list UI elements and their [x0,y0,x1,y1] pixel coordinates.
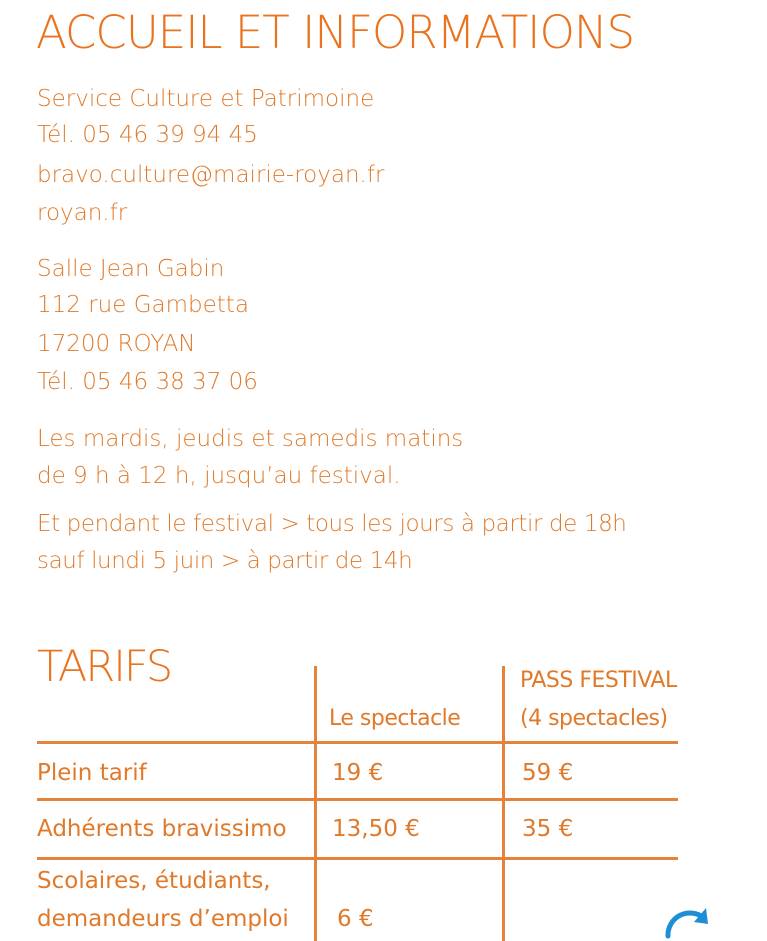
header-pass-line-1: PASS FESTIVAL [520,668,677,693]
contact-email[interactable]: bravo.culture@mairie-royan.fr [37,162,385,188]
row-label: Plein tarif [37,760,147,786]
hours-line-1: Les mardis, jeudis et samedis matins [37,426,464,452]
venue-phone: Tél. 05 46 38 37 06 [37,369,258,395]
table-divider-col-2 [502,666,505,941]
header-spectacle: Le spectacle [329,706,461,731]
table-rule-header [37,741,678,744]
reload-icon[interactable] [660,900,718,941]
row-spectacle-price: 19 € [332,760,384,786]
page-title: ACCUEIL ET INFORMATIONS [36,6,635,59]
row-pass-price: 59 € [522,760,574,786]
contact-service: Service Culture et Patrimoine [37,86,375,112]
venue-name: Salle Jean Gabin [37,256,225,282]
table-rule-row-2 [37,857,678,860]
table-divider-col-1 [314,666,317,941]
contact-website[interactable]: royan.fr [37,200,128,226]
row-spectacle-price: 6 € [337,906,374,932]
row-label-line-1: Scolaires, étudiants, [37,868,271,894]
festival-hours-line-2: sauf lundi 5 juin > à partir de 14h [37,548,413,574]
row-pass-price: 35 € [522,816,574,842]
venue-street: 112 rue Gambetta [37,292,249,318]
tarifs-title: TARIFS [37,642,172,692]
contact-phone: Tél. 05 46 39 94 45 [37,122,258,148]
header-pass-line-2: (4 spectacles) [520,706,668,731]
row-spectacle-price: 13,50 € [332,816,420,842]
venue-city: 17200 ROYAN [37,331,196,357]
row-label-line-2: demandeurs d’emploi [37,906,289,932]
table-rule-row-1 [37,798,678,801]
hours-line-2: de 9 h à 12 h, jusqu’au festival. [37,463,401,489]
row-label: Adhérents bravissimo [37,816,287,842]
festival-hours-line-1: Et pendant le festival > tous les jours à partir de 18h [37,511,627,537]
